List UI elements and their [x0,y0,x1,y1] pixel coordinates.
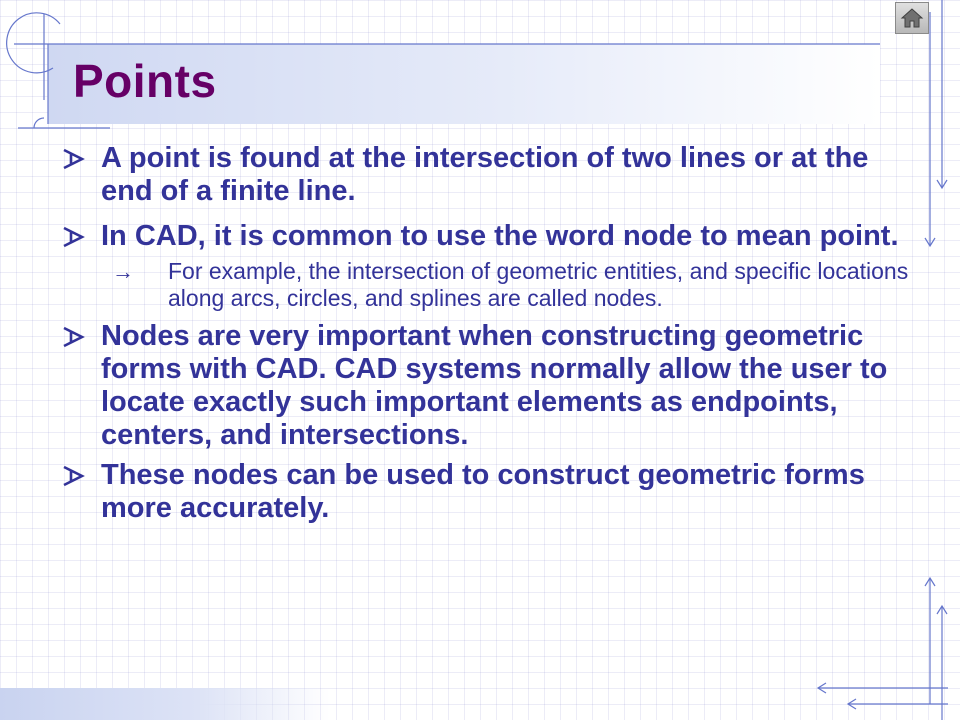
br-arrow-2 [937,606,947,614]
right-arrow-2 [937,180,947,188]
slide-content [60,142,910,525]
arrowhead-bullet-icon [60,325,86,349]
br-arrow-4 [848,699,856,709]
sub-bullet-item [60,258,910,312]
bullet-text: In CAD, it is common to use the word node to mean point. [101,220,899,252]
bottom-decor-band [0,688,330,720]
bullet-text: Nodes are very important when constructing geometric forms with CAD. CAD systems normally allow the user to locate exactly such important elements as endpoints, centers, and intersections. [101,320,888,451]
arrowhead-bullet-icon [60,464,86,488]
bullet-item [60,320,910,452]
arrow-right-icon: → [112,259,134,284]
home-icon [900,7,924,29]
bullet-item [60,220,910,253]
bullet-item [60,142,910,208]
mid-left-arc [34,118,44,128]
page-title: Points [73,55,217,107]
sub-bullet-text: For example, the intersection of geometric entities, and specific locations along arcs, circles, and splines are called nodes. [168,258,909,311]
br-arrow-1 [925,578,935,586]
arrowhead-bullet-icon [60,147,86,171]
bullet-text: A point is found at the intersection of two lines or at the end of a finite line. [101,142,869,207]
bullet-text: These nodes can be used to construct geometric forms more accurately. [101,459,865,524]
bullet-item [60,459,910,525]
arrowhead-bullet-icon [60,225,86,249]
home-button[interactable] [895,2,929,34]
br-arrow-3 [818,683,826,693]
right-arrow-1 [925,238,935,246]
